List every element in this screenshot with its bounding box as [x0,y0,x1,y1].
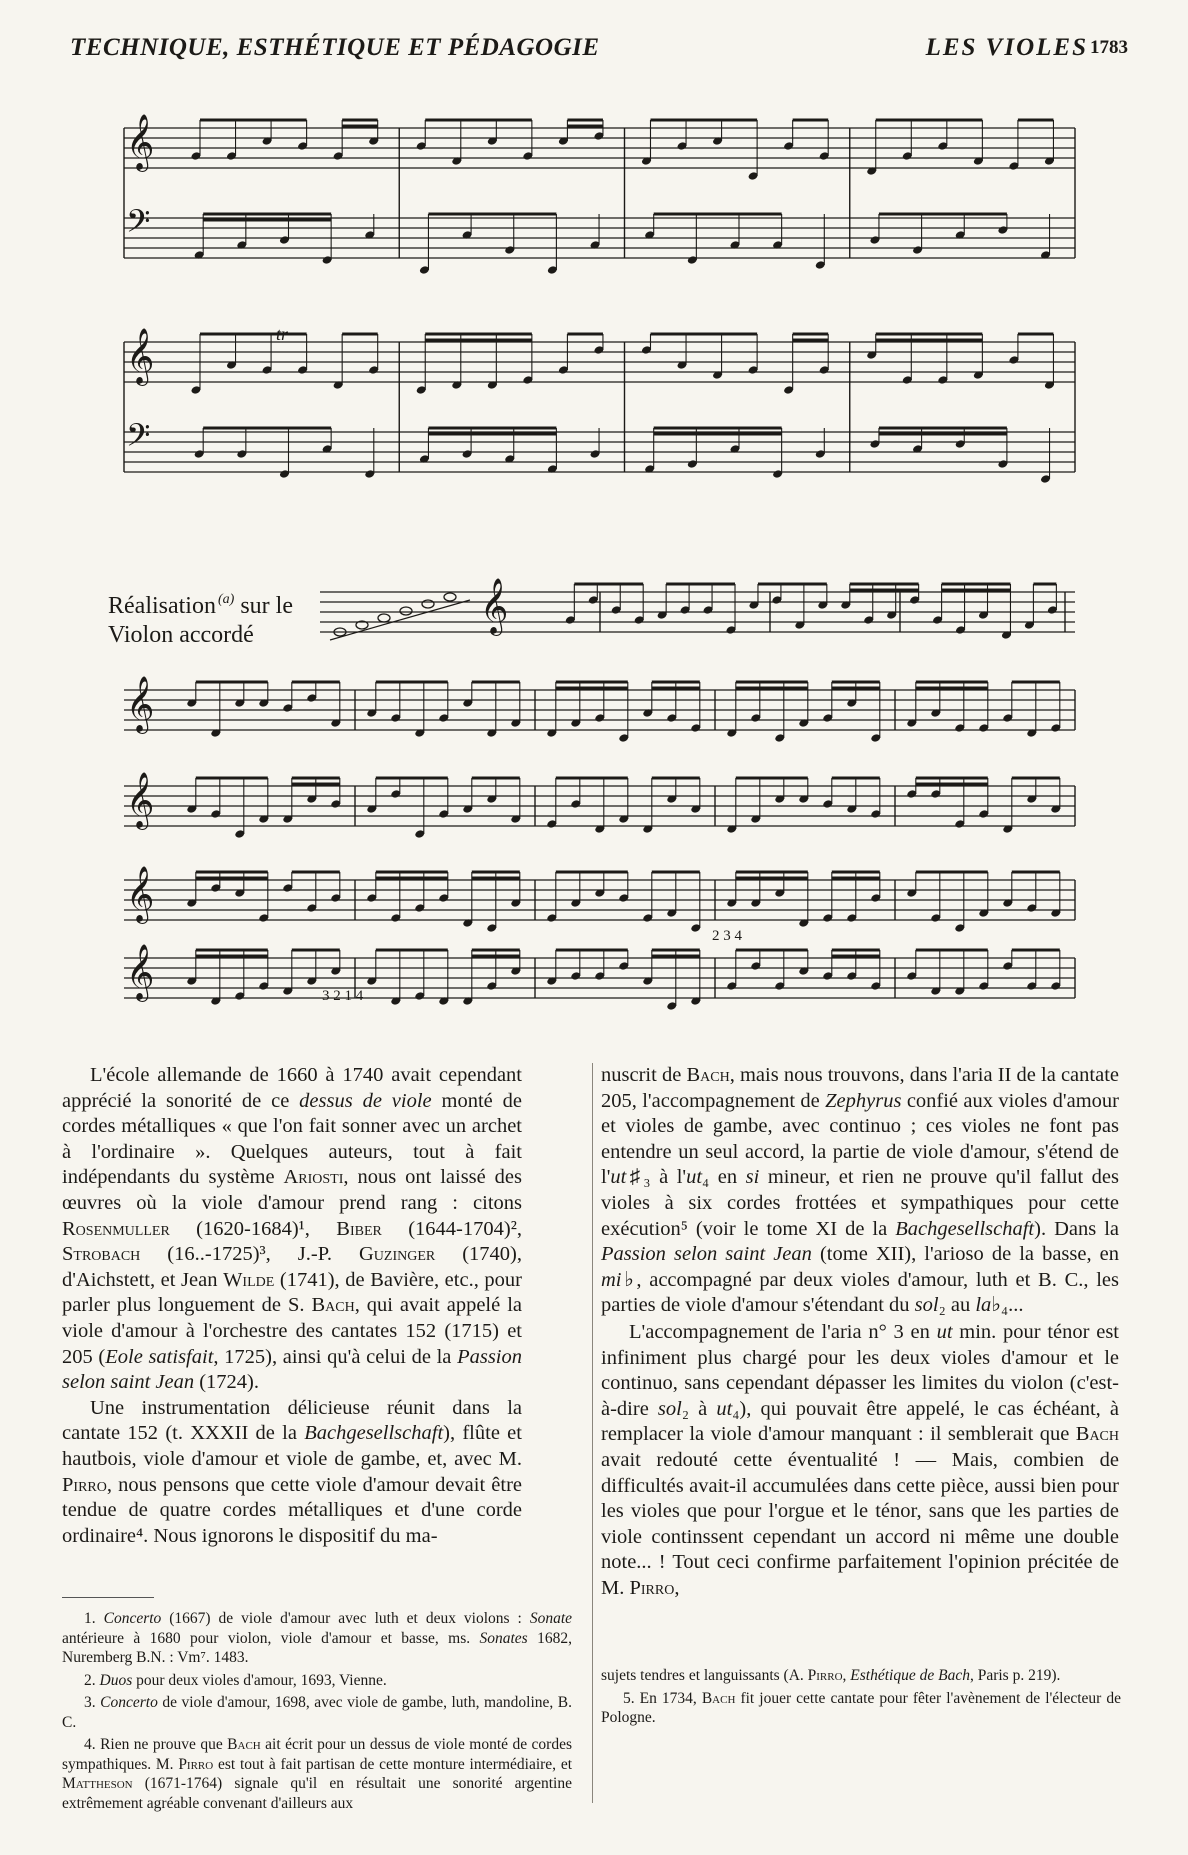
open-string-note [400,607,412,615]
paragraph: L'école allemande de 1660 à 1740 avait cependant apprécié la sonorité de ce dessus de viole monté de cordes métalliques « que l'on fait sonner avec un archet à l'ordinaire ». Quelques auteurs, tout à fait indépendants du système Ariosti, nous ont laissé des œuvres où la viole d'amour prend rang : citons Rosenmuller (1620-1684)¹, Biber (1644-1704)², Strobach (16..-1725)³, J.-P. Guzinger (1740), d'Aichstett, et Jean Wilde (1741), de Bavière, etc., pour parler plus longuement de S. Bach, qui avait appelé la viole d'amour à l'orchestre des cantates 152 (1715) et 205 (Eole satisfait, 1725), ainsi qu'à celui de la Passion selon saint Jean (1724). [62,1064,523,1394]
treble-clef: 𝄞 [126,676,155,732]
footnote-3: 3. Concerto de viole d'amour, 1698, avec viole de gambe, luth, mandoline, B. C. [62,1694,572,1731]
trill-mark: tr [276,324,289,344]
footnotes-left [62,1609,572,1816]
realisation-label [108,585,293,650]
scordatura-slur [330,600,470,640]
open-string-note [444,593,456,601]
footnote-rule [62,1597,154,1598]
treble-clef: 𝄞 [480,578,509,634]
footnote-5: 5. En 1734, Bach fit jouer cette cantate pour fêter l'avènement de l'électeur de Pologne. [601,1689,1122,1726]
paragraph: nuscrit de Bach, mais nous trouvons, dans l'aria II de la cantate 205, l'accompagnement de Zephyrus confié aux violes d'amour et violes de gambe, avec continuo ; ces violes ne font pas entendre un seul accord, la partie de viole d'amour, s'étend de l'ut♯₃ à l'ut₄ en si mineur, et rien ne prouve qu'il fallut des violes à six cordes frottées et sympathiques pour cette exécution⁵ (voir le tome XI de la Bachgesellschaft). Dans la Passion selon saint Jean (tome XII), l'arioso de la basse, en mi♭, accompagné par deux violes d'amour, luth et B. C., les parties de viole d'amour s'étendant du sol₂ au la♭₄... [601,1064,1120,1317]
treble-clef: 𝄞 [126,772,155,828]
label-violon-accorde: Violon accordé [108,622,254,648]
fingering-numbers: 2 3 4 [712,928,742,944]
paragraph: Une instrumentation délicieuse réunit dans la cantate 152 (t. XXXII de la Bachgesellschaft), flûte et hautbois, viole d'amour et viole de gambe, et, avec M. Pirro, nous pensons que cette viole d'amour devait être tendue de quatre cordes métalliques et d'une corde ordinaire⁴. Nous ignorons le dispositif du ma- [62,1396,522,1547]
label-sur-le: sur le [240,593,293,619]
open-string-note [378,614,390,622]
treble-clef: 𝄞 [126,114,155,170]
chapter-title: LES VIOLES [925,34,1088,61]
treble-clef: 𝄞 [126,328,155,384]
text-column-left [62,1063,522,1549]
page-number: 1783 [1090,37,1128,58]
footnote-4-continued: sujets tendres et languissants (A. Pirro, Esthétique de Bach, Paris p. 219). [601,1667,1061,1684]
footnote-2: 2. Duos pour deux violes d'amour, 1693, Vienne. [84,1671,387,1689]
treble-clef: 𝄞 [126,866,155,922]
column-rule [592,1063,593,1803]
paragraph: L'accompagnement de l'aria n° 3 en ut min. pour ténor est infiniment plus chargé pour les deux violes d'amour et le continuo, sans cependant dépasser les limites du violon (c'est-à-dire sol₂ à ut₄), qui pouvait être appelé, le cas échéant, à remplacer la viole d'amour manquant : il semblerait que Bach avait redouté cette éventualité ! — Mais, combien de difficultés avait-il accumulées dans cette pièce, aussi bien pour les violes que pour l'orgue et le ténor, sans que les parties de viole continssent cependant un accord ni même une double note... ! Tout ceci confirme parfaitement l'opinion précitée de M. Pirro, [601,1320,1120,1599]
open-string-note [422,600,434,608]
footnote-4: 4. Rien ne prouve que Bach ait écrit pour un dessus de viole monté de cordes sympathiques. M. Pirro est tout à fait partisan de cette monture intermédiaire, et Mattheson (1671-1764) signale qu'il en résultait une sonorité argentine extrêmement agréable convenant d'ailleurs aux [62,1736,572,1812]
section-title: TECHNIQUE, ESTHÉTIQUE ET PÉDAGOGIE [70,34,600,61]
text-column-right [601,1063,1119,1601]
label-footnote-mark: (a) [217,592,235,607]
treble-clef: 𝄞 [126,944,155,1000]
footnote-1: 1. Concerto (1667) de viole d'amour avec luth et deux violons : Sonate antérieure à 1680 pour violon, viole d'amour et basse, ms. Sonates 1682, Nuremberg B.N. : Vm⁷. 1483. [62,1610,573,1666]
footnotes-right [601,1666,1121,1731]
fingering-numbers: 3 2 1 4 [322,988,364,1004]
bass-clef: 𝄢 [126,203,151,247]
label-realisation: Réalisation [108,593,216,619]
bass-clef: 𝄢 [126,417,151,461]
